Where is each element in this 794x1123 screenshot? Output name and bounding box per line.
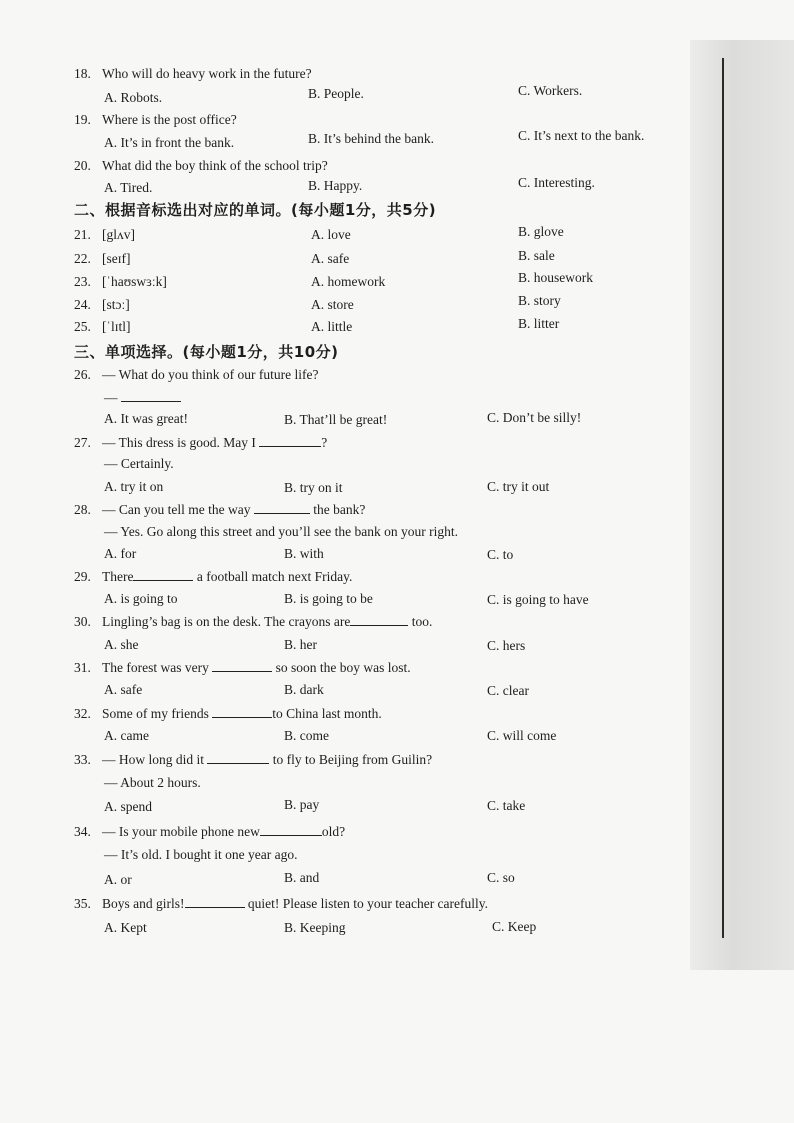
question-28 [74, 501, 365, 518]
question-text-end: a football match next Friday. [196, 569, 353, 584]
question-text: — Is your mobile phone new [102, 824, 260, 839]
option-a: A. spend [104, 799, 152, 814]
option-c: C. to [487, 547, 514, 562]
answer-blank[interactable] [212, 659, 272, 672]
question-number: 30. [74, 614, 91, 629]
question-24 [74, 297, 302, 313]
question-text: What did the boy think of the school trip? [102, 158, 328, 173]
answer-blank[interactable] [207, 751, 269, 764]
option-b: B. and [284, 870, 320, 885]
question-32 [74, 705, 382, 722]
option-a: A. came [104, 728, 149, 743]
phonetic: [seɪf] [102, 251, 131, 266]
phonetic: [ˈhaʊswɜːk] [102, 274, 167, 289]
option-c: C. Workers. [518, 83, 583, 98]
section-2-title: 二、根据音标选出对应的单词。(每小题1分，共5分) [74, 201, 437, 219]
page-edge-line [722, 58, 724, 938]
question-number: 34. [74, 824, 91, 839]
option-b: B. That’ll be great! [284, 412, 388, 427]
question-number: 23. [74, 274, 91, 289]
option-b: B. dark [284, 682, 324, 697]
question-number: 21. [74, 227, 91, 242]
question-23 [74, 274, 302, 290]
option-c: C. It’s next to the bank. [518, 128, 645, 143]
question-number: 26. [74, 367, 91, 382]
answer-line [104, 389, 181, 406]
question-text: Lingling’s bag is on the desk. The crayons are [102, 614, 351, 629]
answer-blank[interactable] [350, 613, 408, 626]
answer-blank[interactable] [254, 501, 310, 514]
dialogue-dash: — [104, 390, 118, 405]
question-18 [74, 66, 312, 82]
question-text: Who will do heavy work in the future? [102, 66, 312, 81]
option-b: B. Keeping [284, 920, 346, 935]
question-text-end: too. [411, 614, 433, 629]
question-35 [74, 895, 488, 912]
option-b: B. is going to be [284, 591, 373, 606]
option-c: C. so [487, 870, 515, 885]
question-text: The forest was very [102, 660, 209, 675]
answer-blank[interactable] [260, 823, 322, 836]
option-c: C. is going to have [487, 592, 589, 607]
option-a: A. homework [311, 274, 386, 289]
option-b: B. try on it [284, 480, 343, 495]
option-a: A. safe [104, 682, 143, 697]
option-b: B. story [518, 293, 561, 308]
question-text: Boys and girls! [102, 896, 185, 911]
option-a: A. It’s in front the bank. [104, 135, 235, 150]
answer-line: — About 2 hours. [104, 775, 201, 790]
option-a: A. little [311, 319, 353, 334]
answer-blank[interactable] [185, 895, 245, 908]
option-a: A. It was great! [104, 411, 188, 426]
question-text-end: to China last month. [272, 706, 382, 721]
option-b: B. People. [308, 86, 364, 101]
option-c: C. Keep [492, 919, 537, 934]
option-b: B. with [284, 546, 324, 561]
option-a: A. Tired. [104, 180, 153, 195]
option-a: A. Robots. [104, 90, 163, 105]
option-c: C. Don’t be silly! [487, 410, 582, 425]
question-text-end: ? [321, 435, 328, 450]
question-30 [74, 613, 432, 630]
question-number: 29. [74, 569, 91, 584]
option-a: A. for [104, 546, 137, 561]
option-b: B. housework [518, 270, 593, 285]
option-a: A. Kept [104, 920, 147, 935]
question-text-end: the bank? [313, 502, 366, 517]
question-text: — What do you think of our future life? [102, 367, 319, 382]
question-text: — This dress is good. May I [102, 435, 256, 450]
option-c: C. clear [487, 683, 529, 698]
option-b: B. It’s behind the bank. [308, 131, 434, 146]
option-a: A. love [311, 227, 351, 242]
answer-line: — Yes. Go along this street and you’ll see the bank on your right. [104, 524, 458, 539]
question-34 [74, 823, 345, 840]
question-31 [74, 659, 411, 676]
question-26 [74, 367, 318, 383]
answer-blank[interactable] [212, 705, 272, 718]
option-c: C. try it out [487, 479, 550, 494]
answer-line: — It’s old. I bought it one year ago. [104, 847, 298, 862]
question-text: — Can you tell me the way [102, 502, 251, 517]
option-a: A. store [311, 297, 354, 312]
question-29 [74, 568, 352, 585]
answer-blank[interactable] [121, 389, 181, 402]
option-b: B. glove [518, 224, 564, 239]
question-number: 20. [74, 158, 91, 173]
option-a: A. try it on [104, 479, 164, 494]
question-text: Some of my friends [102, 706, 209, 721]
question-text: — How long did it [102, 752, 205, 767]
question-20 [74, 158, 328, 174]
option-a: A. safe [311, 251, 350, 266]
phonetic: [ˈlɪtl] [102, 319, 131, 334]
option-c: C. take [487, 798, 526, 813]
question-33 [74, 751, 432, 768]
question-21 [74, 227, 302, 243]
question-number: 24. [74, 297, 91, 312]
option-b: B. pay [284, 797, 320, 812]
question-number: 22. [74, 251, 91, 266]
phonetic: [stɔː] [102, 297, 130, 312]
option-a: A. she [104, 637, 139, 652]
question-number: 28. [74, 502, 91, 517]
option-a: A. is going to [104, 591, 178, 606]
section-3-title: 三、单项选择。(每小题1分，共10分) [74, 343, 339, 361]
phonetic: [glʌv] [102, 227, 135, 242]
option-c: C. Interesting. [518, 175, 595, 190]
question-number: 18. [74, 66, 91, 81]
question-text-end: so soon the boy was lost. [275, 660, 411, 675]
question-number: 33. [74, 752, 91, 767]
bleed-through-shade [690, 40, 794, 970]
question-text-end: quiet! Please listen to your teacher carefully. [247, 896, 489, 911]
option-b: B. Happy. [308, 178, 363, 193]
question-25 [74, 319, 302, 335]
answer-blank[interactable] [133, 568, 193, 581]
answer-line: — Certainly. [104, 456, 174, 471]
question-text: There [102, 569, 134, 584]
question-text-end: old? [321, 824, 346, 839]
option-b: B. her [284, 637, 317, 652]
question-number: 35. [74, 896, 91, 911]
question-number: 25. [74, 319, 91, 334]
answer-blank[interactable] [259, 434, 321, 447]
option-a: A. or [104, 872, 132, 887]
question-22 [74, 251, 302, 267]
question-number: 19. [74, 112, 91, 127]
question-19 [74, 112, 237, 128]
question-text: Where is the post office? [102, 112, 237, 127]
option-c: C. will come [487, 728, 557, 743]
question-number: 32. [74, 706, 91, 721]
question-number: 31. [74, 660, 91, 675]
question-text-end: to fly to Beijing from Guilin? [272, 752, 433, 767]
option-b: B. litter [518, 316, 560, 331]
option-b: B. sale [518, 248, 555, 263]
option-c: C. hers [487, 638, 526, 653]
option-b: B. come [284, 728, 329, 743]
question-number: 27. [74, 435, 91, 450]
question-27 [74, 434, 327, 451]
